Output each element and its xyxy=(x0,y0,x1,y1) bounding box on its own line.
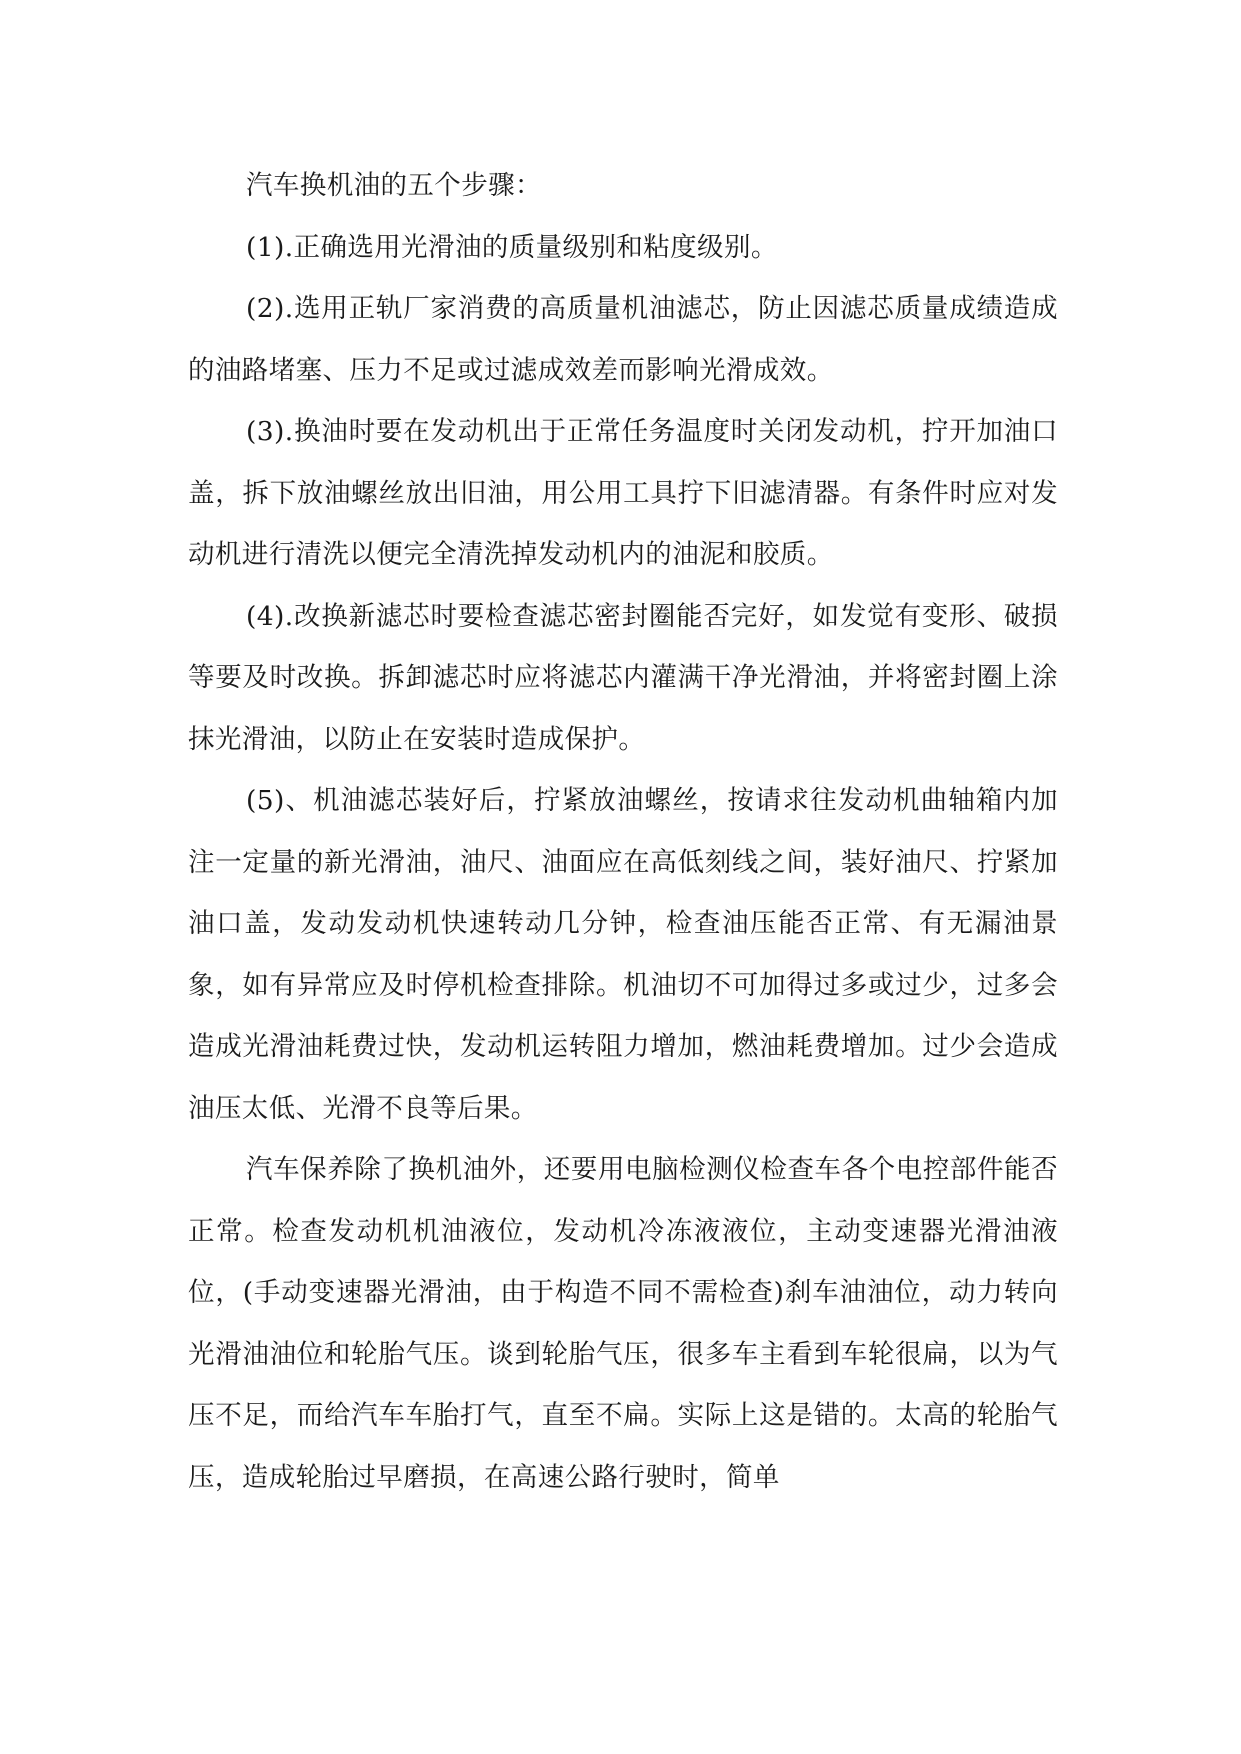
document-heading: 汽车换机油的五个步骤： xyxy=(246,170,542,201)
step-4-paragraph: (4).改换新滤芯时要检查滤芯密封圈能否完好，如发觉有变形、破损等要及时改换。拆卸滤芯时应将滤芯内灌满干净光滑油，并将密封圈上涂抹光滑油，以防止在安装时造成保护。 xyxy=(188,600,1058,755)
maintenance-paragraph: 汽车保养除了换机油外，还要用电脑检测仪检查车各个电控部件能否正常。检查发动机机油液位，发动机冷冻液液位，主动变速器光滑油液位，(手动变速器光滑油，由于构造不同不需检查)刹车油油位，动力转向光滑油油位和轮胎气压。谈到轮胎气压，很多车主看到车轮很扁，以为气压不足，而给汽车车胎打气，直至不扁。实际上这是错的。太高的轮胎气压，造成轮胎过早磨损，在高速公路行驶时，简单 xyxy=(188,1154,1058,1493)
step-2-paragraph: (2).选用正轨厂家消费的高质量机油滤芯，防止因滤芯质量成绩造成的油路堵塞、压力不足或过滤成效差而影响光滑成效。 xyxy=(188,293,1058,386)
document-body xyxy=(188,155,1058,1508)
step-1-paragraph: (1).正确选用光滑油的质量级别和粘度级别。 xyxy=(246,231,778,263)
step-5-paragraph: (5)、机油滤芯装好后，拧紧放油螺丝，按请求往发动机曲轴箱内加注一定量的新光滑油，油尺、油面应在高低刻线之间，装好油尺、拧紧加油口盖，发动发动机快速转动几分钟，检查油压能否正常、有无漏油景象，如有异常应及时停机检查排除。机油切不可加得过多或过少，过多会造成光滑油耗费过快，发动机运转阻力增加，燃油耗费增加。过少会造成油压太低、光滑不良等后果。 xyxy=(188,785,1058,1124)
step-3-paragraph: (3).换油时要在发动机出于正常任务温度时关闭发动机，拧开加油口盖，拆下放油螺丝放出旧油，用公用工具拧下旧滤清器。有条件时应对发动机进行清洗以便完全清洗掉发动机内的油泥和胶质。 xyxy=(188,416,1058,570)
